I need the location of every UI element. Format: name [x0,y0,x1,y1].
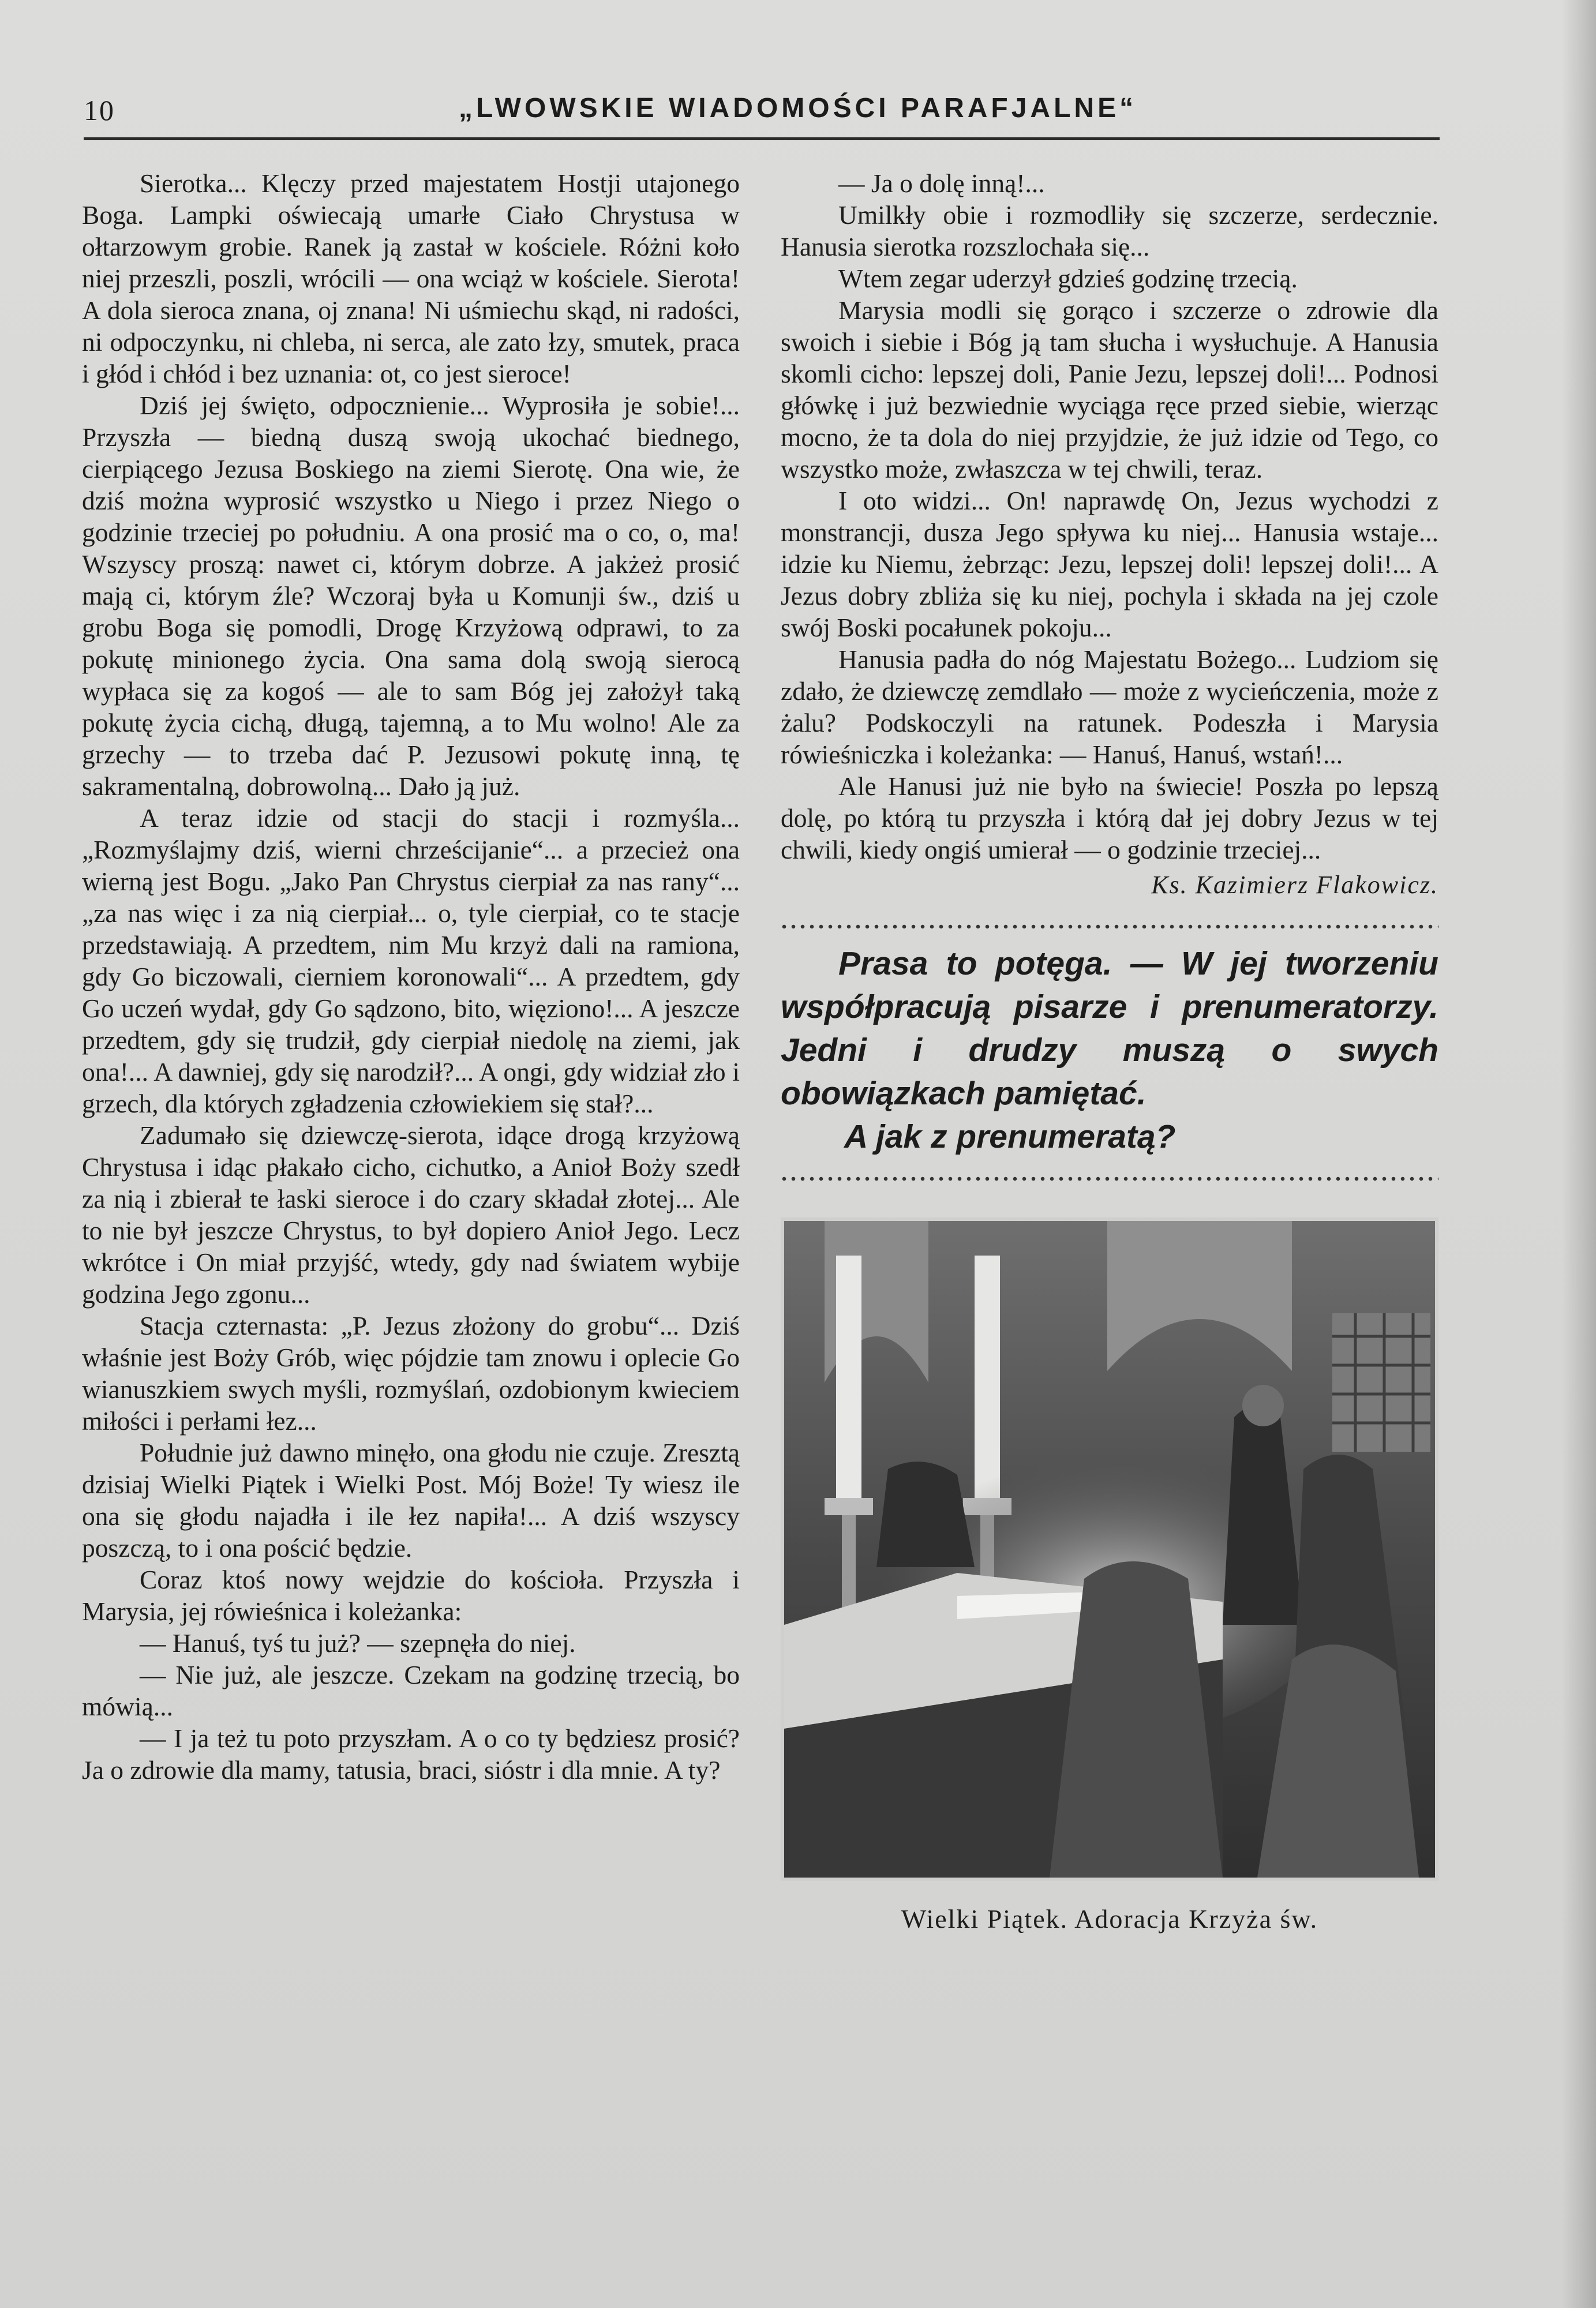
page-number: 10 [84,94,115,126]
article-paragraph: Umilkły obie i rozmodliły się szczerze, serdecznie. Hanusia sierotka rozszlochała się... [781,200,1438,261]
article-paragraph: A teraz idzie od stacji do stacji i rozmyśla... „Rozmyślajmy dziś, wierni chrześcijanie“... a przecież ona wierną jest Bogu. „Jako Pan Chrystus cierpiał za nas rany“... „za nas więc i za nią cierpiał... o, tyle cierpiał, co te stacje przedstawiają. A przedtem, nim Mu krzyż dali na ramiona, gdy Go biczowali, cierniem koronowali“... A przedtem, gdy Go uczeń wydał, gdy Go sądzono, bito, więziono!... A jeszcze przedtem, gdy się trudził, gdy cierpiał niedolę na ziemi, jak ona!... A dawniej, gdy się narodził?... A ongi, gdy widział zło i grzech, dla których zgładzenia człowiekiem się stał?... [82,803,740,1118]
right-column [781,167,1438,1935]
dialogue-line: — Ja o dolę inną!... [838,168,1045,198]
article-paragraph: Marysia modli się gorąco i szczerze o zdrowie dla swoich i siebie i Bóg ją tam słucha i wysłuchuje. A Hanusia skomli cicho: lepszej doli, Panie Jezu, lepszej doli!... Podnosi główkę i już bezwiednie wyciąga ręce przed siebie, wierząc mocno, że ta dola do niej przyjdzie, że już idzie od Tego, co wszystko może, zwłaszcza w tej chwili, teraz. [781,295,1438,484]
header-rule [84,137,1440,140]
page-header [84,87,1440,138]
dialogue-line: — Nie już, ale jeszcze. Czekam na godzinę trzecią, bo mówią... [82,1660,740,1721]
article-paragraph: Południe już dawno minęło, ona głodu nie czuje. Zresztą dzisiaj Wielki Piątek i Wielki Post. Mój Boże! Ty wiesz ile ona się głodu najadła i ile łez napiła!... A dziś wszyscy poszczą, to i ona pościć będzie. [82,1438,740,1563]
article-paragraph: Zadumało się dziewczę-sierota, idące drogą krzyżową Chrystusa i idąc płakało cicho, cichutko, a Anioł Boży szedł za nią i zbierał te łaski sieroce i do czary składał złotej... Ale to nie był jeszcze Chrystus, to był dopiero Anioł Jego. Lecz wkrótce i On miał przyjść, wtedy, gdy nad światem wybije godzina Jego zgonu... [82,1121,740,1309]
monk-head [1242,1385,1284,1426]
candlestick-left [825,1498,873,1515]
illustration-caption: Wielki Piątek. Adoracja Krzyża św. [901,1904,1318,1934]
article-paragraph: Coraz ktoś nowy wejdzie do kościoła. Przyszła i Marysia, jej rówieśnica i koleżanka: [82,1565,740,1626]
running-title: „LWOWSKIE WIADOMOŚCI PARAFJALNE“ [459,93,1137,123]
article-paragraph: Wtem zegar uderzył gdzieś godzinę trzecią. [838,264,1298,293]
adoration-illustration [784,1221,1435,1878]
illustration-frame [781,1217,1438,1881]
article-paragraph: I oto widzi... On! naprawdę On, Jezus wychodzi z monstrancji, dusza Jego spływa ku niej... Hanusia wstaje... idzie ku Niemu, żebrząc: Jezu, lepszej doli! lepszej doli!... A Jezus dobry zbliża się ku niej, pochyla i składa na jej czole swój Boski pocałunek pokoju... [781,486,1438,642]
dialogue-line: — I ja też tu poto przyszłam. A o co ty będziesz prosić? Ja o zdrowie dla mamy, tatusia, braci, sióstr i dla mnie. A ty? [82,1723,740,1785]
dialogue-line: — Hanuś, tyś tu już? — szepnęła do niej. [140,1628,576,1658]
article-paragraph: Dziś jej święto, odpocznienie... Wyprosiła je sobie!... Przyszła — biedną duszą swoją ukochać biednego, cierpiącego Jezusa Boskiego na ziemi Sierotę. Ona wie, że dziś można wyprosić wszystko u Niego i przez Niego o godzinie trzeciej po południu. A ona prosić ma o co, o, ma! Wszyscy proszą: nawet ci, którym dobrze. A jakżeż prosić mają ci, którym źle? Wczoraj była u Komunji św., dziś u grobu Boga się pomodli, Drogę Krzyżową odprawi, to za pokutę minionego życia. Ona sama dolą swoją sierocą wypłaca się za kogoś — ale to sam Bóg jej założył taką pokutę życia cichą, długą, tajemną, a to Mu wolno! Ale za grzechy — to trzeba dać P. Jezusowi pokutę inną, tę sakramentalną, dobrowolną... Dało ją już. [82,391,740,801]
slogan-text: Prasa to potęga. — W jej tworzeniu współpracują pisarze i prenumeratorzy. Jedni i drudzy muszą o swych obowiązkach pamiętać. [781,945,1438,1112]
subscription-slogan [781,942,1438,1159]
slogan-question: A jak z prenumeratą? [844,1118,1176,1155]
author-signature: Ks. Kazimierz Flakowicz. [1151,871,1438,899]
left-column [82,167,740,2141]
article-paragraph: Sierotka... Klęczy przed majestatem Hostji utajonego Boga. Lampki oświecają umarłe Ciało Chrystusa w ołtarzowym grobie. Ranek ją zastał w kościele. Różni koło niej przeszli, poszli, wrócili — ona wciąż w kościele. Sierota! A dola sieroca znana, oj znana! Ni uśmiechu skąd, ni radości, ni odpoczynku, ni chleba, ni serca, ale zato łzy, smutek, praca i głód i chłód i bez uznania: ot, co jest sieroce! [82,168,740,388]
lattice-screen [1332,1313,1430,1452]
article-paragraph: Stacja czternasta: „P. Jezus złożony do grobu“... Dziś właśnie jest Boży Grób, więc pójdzie tam znowu i oplecie Go wianuszkiem swych myśli, rozmyślań, ozdobionym kwieciem miłości i perłami łez... [82,1311,740,1436]
page-edge-shadow [1561,0,1596,2308]
ornamental-rule [781,1176,1438,1182]
ornamental-rule [781,924,1438,930]
candle-left [836,1256,861,1498]
article-paragraph: Hanusia padła do nóg Majestatu Bożego... Ludziom się zdało, że dziewczę zemdlało — może z wycieńczenia, może z żalu? Podskoczyli na ratunek. Podeszła i Marysia rówieśniczka i koleżanka: — Hanuś, Hanuś, wstań!... [781,645,1438,769]
article-paragraph: Ale Hanusi już nie było na świecie! Poszła po lepszą dolę, po którą tu przyszła i którą dał jej dobry Jezus w tej chwili, kiedy ongiś umierał — o godzinie trzeciej... [781,771,1438,864]
